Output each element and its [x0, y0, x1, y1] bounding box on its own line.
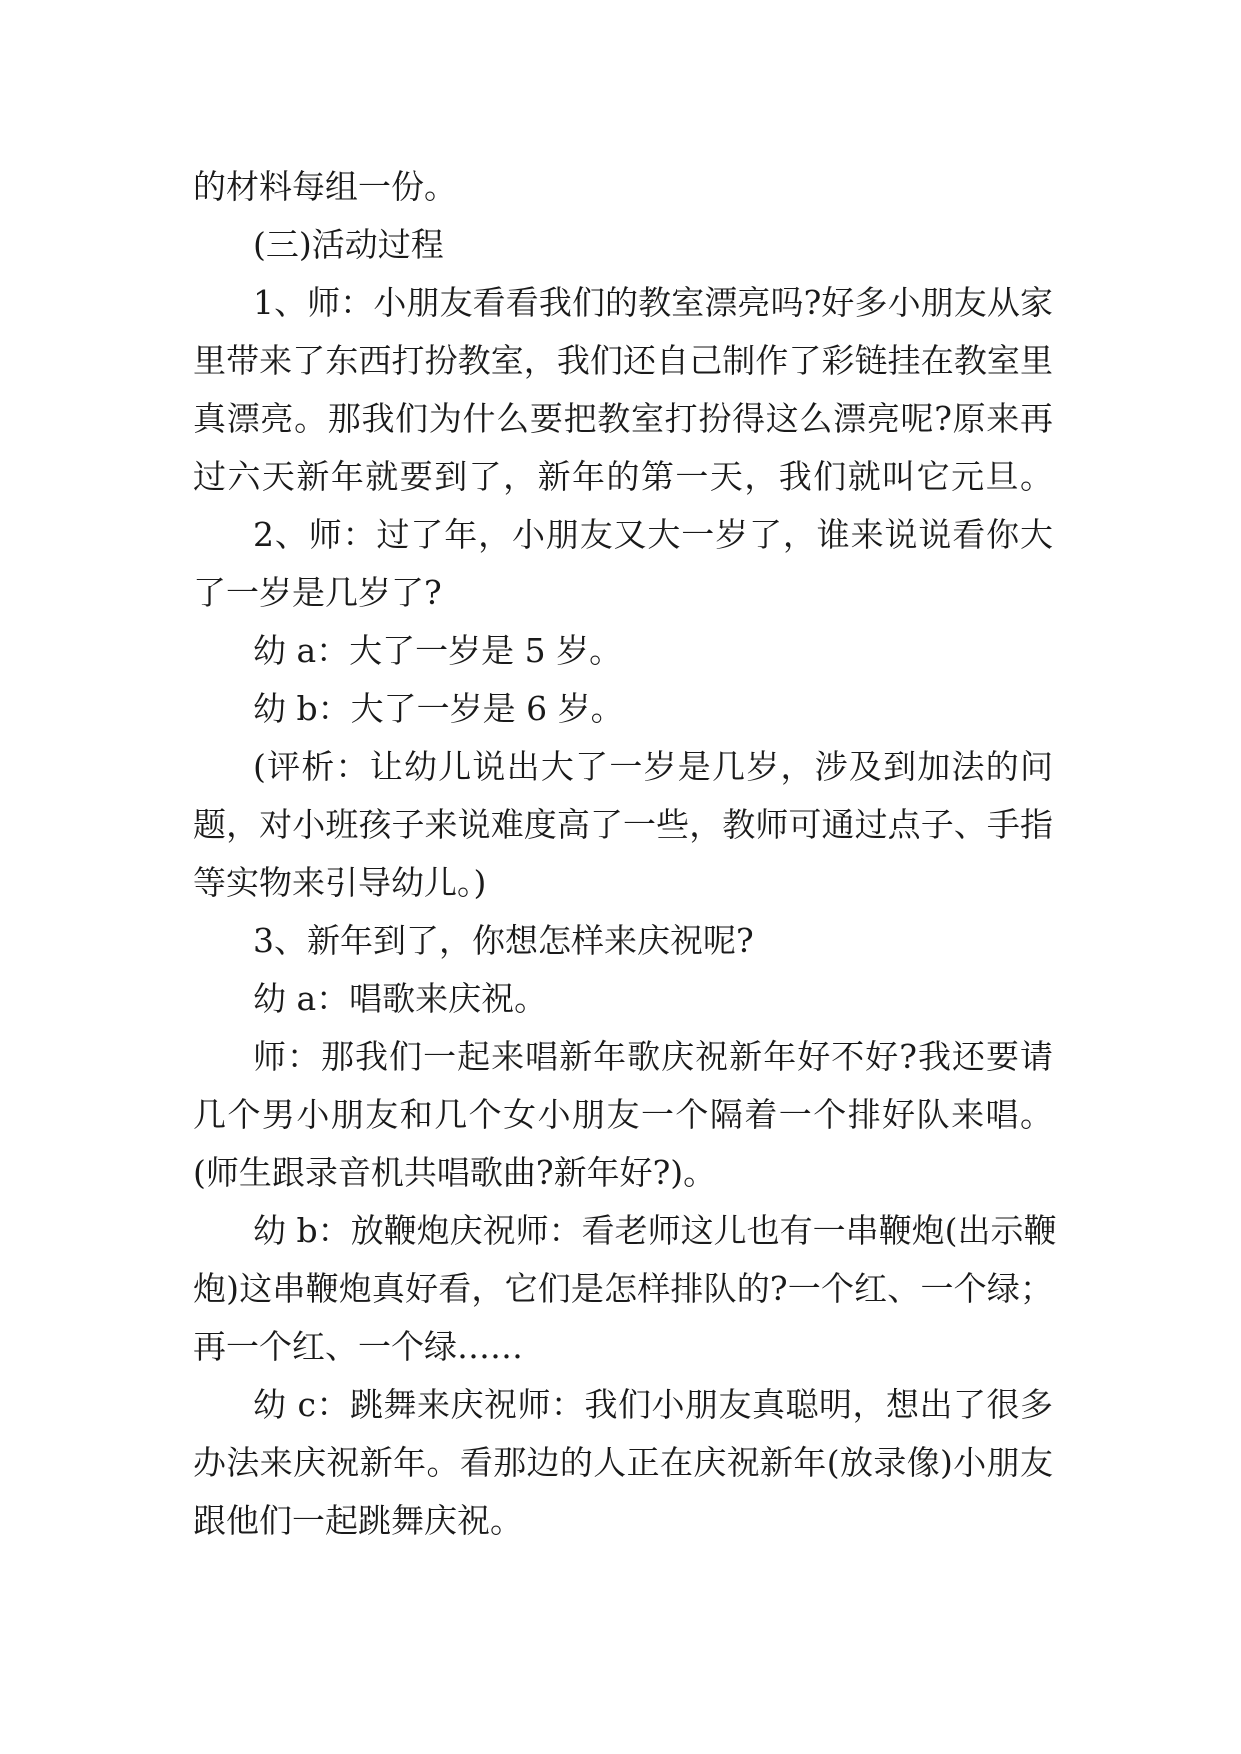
text-line: (师生跟录音机共唱歌曲?新年好?)。 [193, 1153, 717, 1192]
text-line: 里带来了东西打扮教室，我们还自己制作了彩链挂在教室里 [193, 341, 1053, 380]
text-line: 炮)这串鞭炮真好看，它们是怎样排队的?一个红、一个绿； [193, 1269, 1053, 1308]
text-line: 1、师：小朋友看看我们的教室漂亮吗?好多小朋友从家 [253, 283, 1053, 322]
text-line: 办法来庆祝新年。看那边的人正在庆祝新年(放录像)小朋友 [193, 1443, 1053, 1482]
text-line: 3、新年到了，你想怎样来庆祝呢? [253, 921, 754, 960]
text-line: 等实物来引导幼儿。) [193, 863, 487, 902]
text-line: 师：那我们一起来唱新年歌庆祝新年好不好?我还要请 [253, 1037, 1053, 1076]
text-line: 真漂亮。那我们为什么要把教室打扮得这么漂亮呢?原来再 [193, 399, 1053, 438]
text-line: 题，对小班孩子来说难度高了一些，教师可通过点子、手指 [193, 805, 1053, 844]
text-line: 幼 b：放鞭炮庆祝师：看老师这儿也有一串鞭炮(出示鞭 [253, 1211, 1057, 1250]
text-line: 幼 a：大了一岁是 5 岁。 [253, 631, 623, 670]
section-heading: (三)活动过程 [253, 225, 444, 264]
text-line: 几个男小朋友和几个女小朋友一个隔着一个排好队来唱。 [193, 1095, 1053, 1134]
text-line: 再一个红、一个绿…… [193, 1327, 523, 1366]
text-line: 过六天新年就要到了，新年的第一天，我们就叫它元旦。 [193, 457, 1053, 496]
text-line: 了一岁是几岁了? [193, 573, 442, 612]
text-line: 2、师：过了年，小朋友又大一岁了，谁来说说看你大 [253, 515, 1053, 554]
text-line: 幼 a：唱歌来庆祝。 [253, 979, 548, 1018]
text-line: 跟他们一起跳舞庆祝。 [193, 1501, 523, 1540]
text-line: (评析：让幼儿说出大了一岁是几岁，涉及到加法的问 [253, 747, 1053, 786]
text-line: 幼 c：跳舞来庆祝师：我们小朋友真聪明，想出了很多 [253, 1385, 1053, 1424]
text-line: 的材料每组一份。 [193, 167, 457, 206]
text-line: 幼 b：大了一岁是 6 岁。 [253, 689, 624, 728]
